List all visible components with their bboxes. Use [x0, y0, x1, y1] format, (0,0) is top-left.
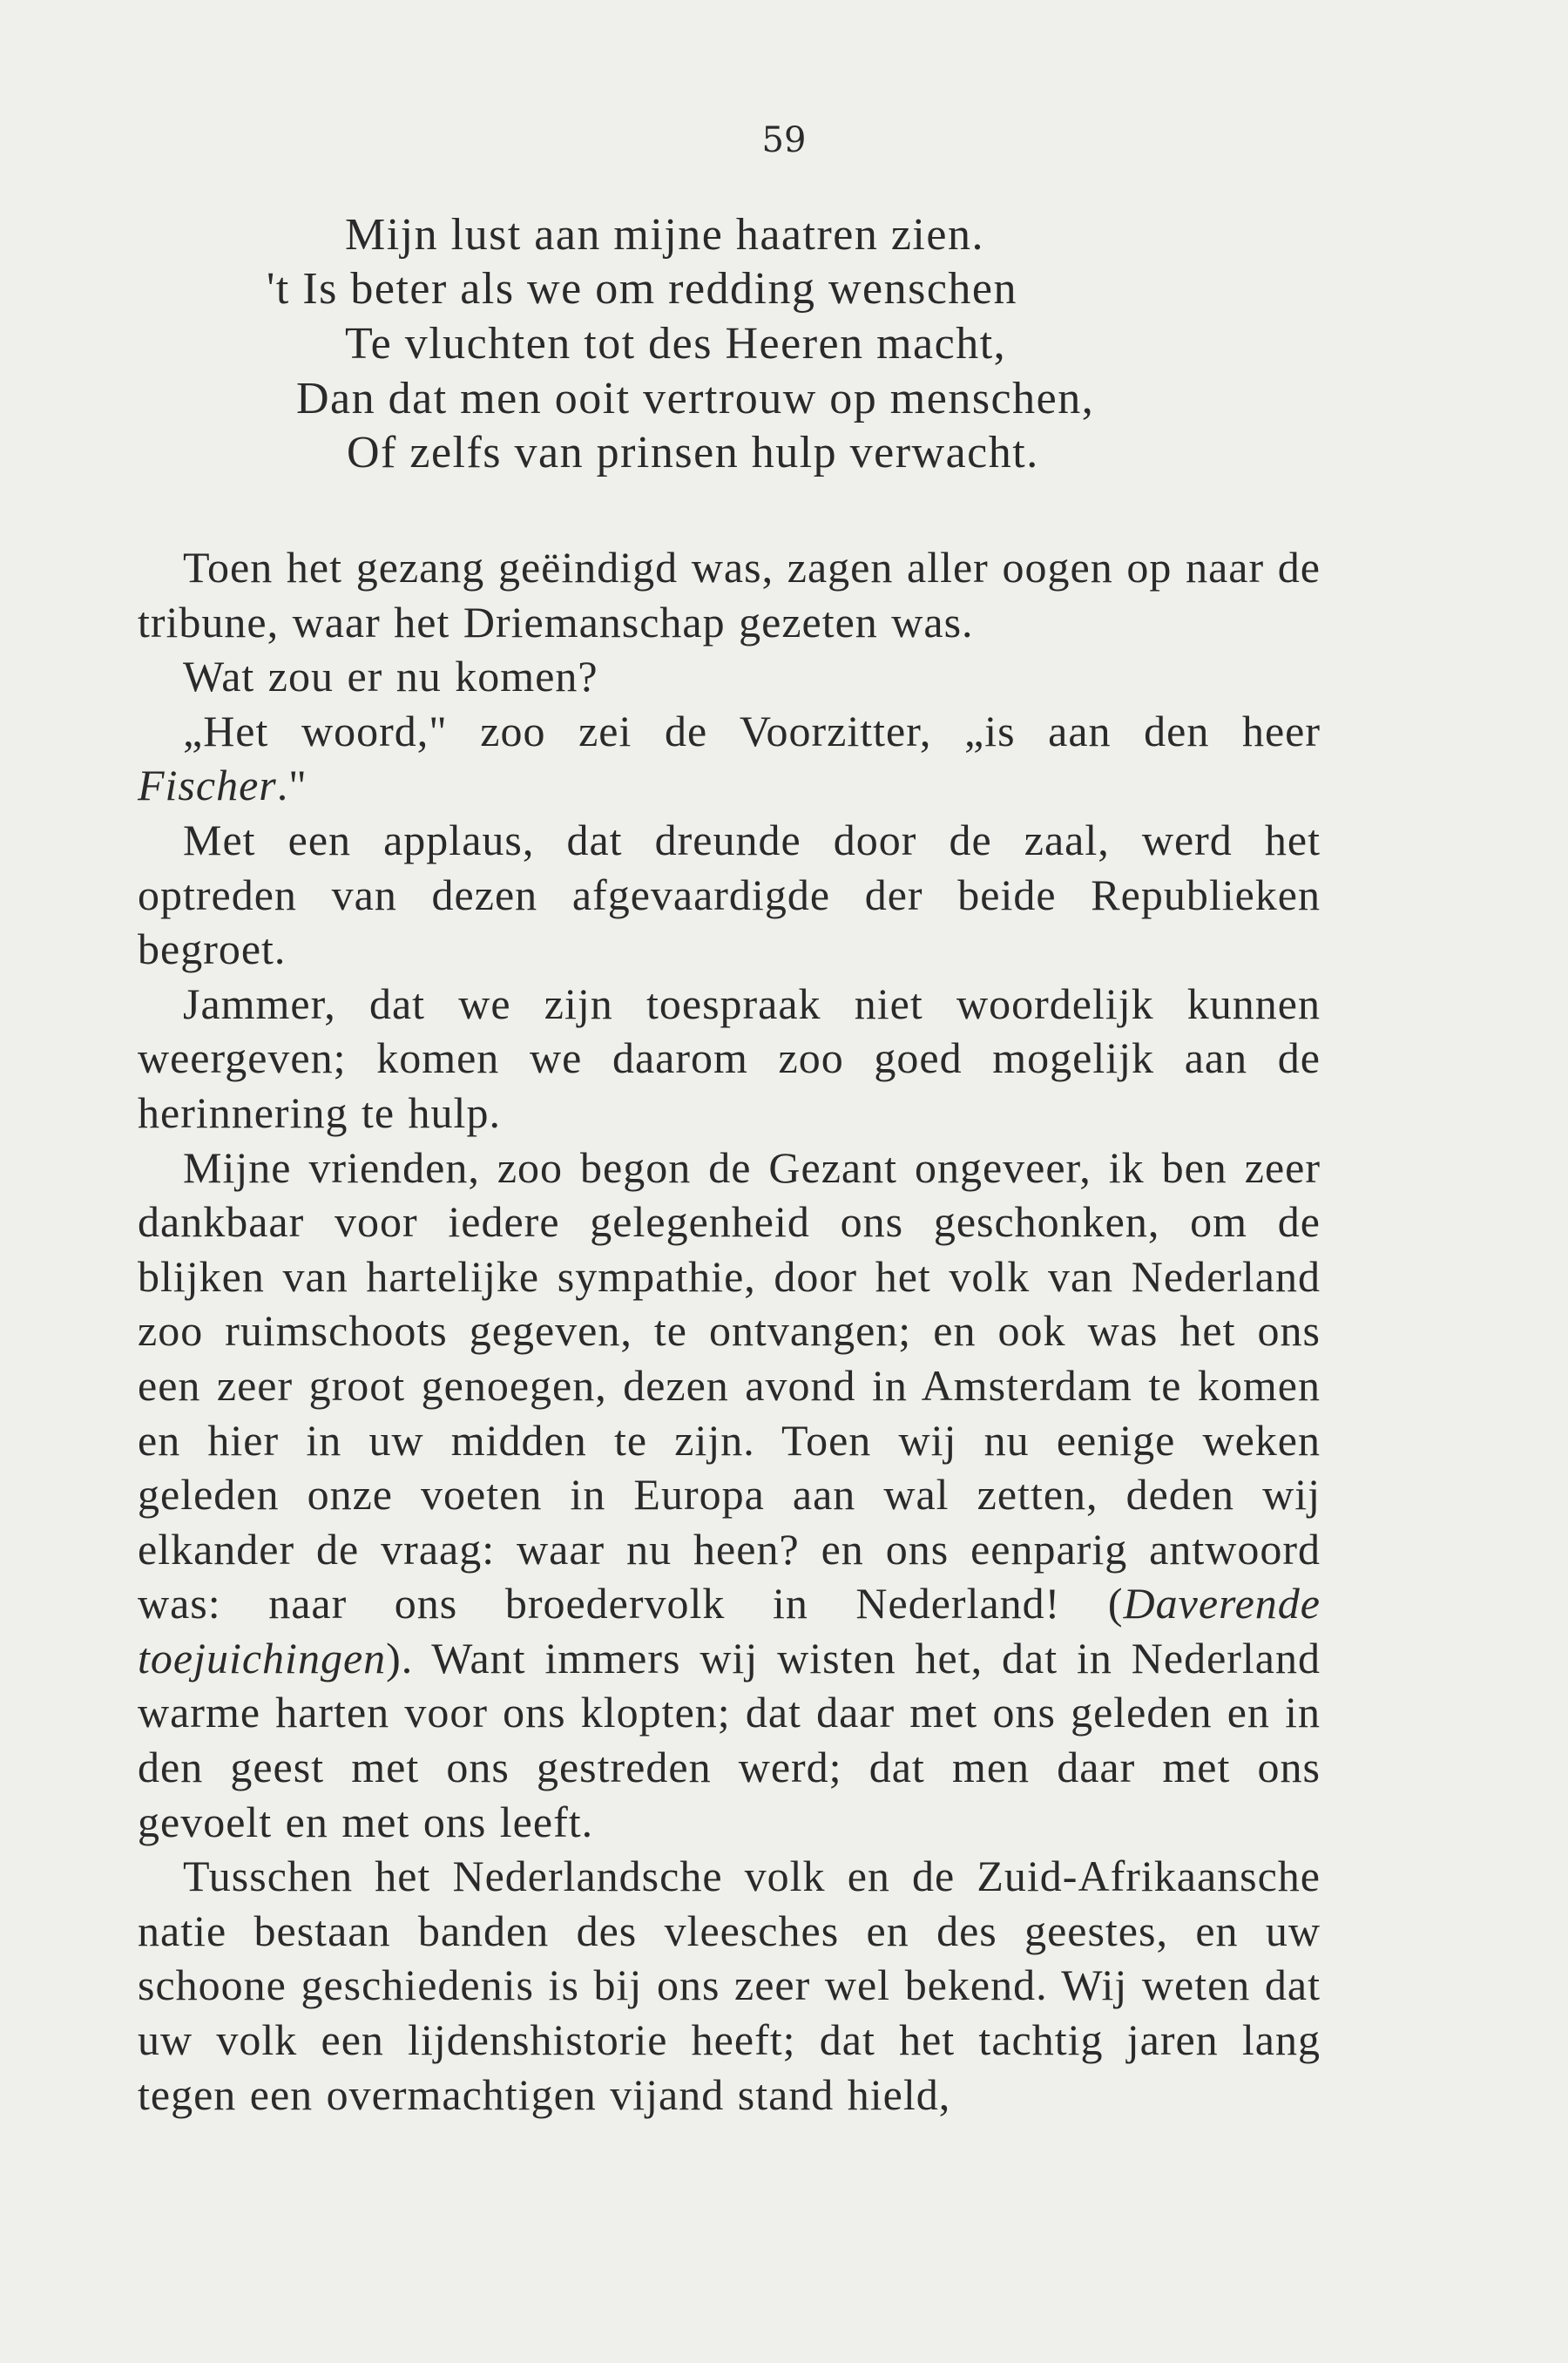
paragraph-text: „Het woord," zoo zei de Voorzitter, „is aan den heer: [183, 706, 1321, 755]
paragraph: Tusschen het Nederlandsche volk en de Zuid-Afrikaansche natie bestaan banden des vleesches en des geestes, en uw schoone geschiedenis is bij ons zeer wel bekend. Wij weten dat uw volk een lijdenshistorie heeft; dat het tachtig jaren lang tegen een overmachtigen vijand stand hield,: [138, 1852, 1321, 2119]
paragraph: [138, 704, 1321, 813]
paragraph: Met een applaus, dat dreunde door de zaal, werd het optreden van dezen afgevaardigde der beide Republieken begroet.: [138, 815, 1321, 974]
prose-body: [138, 540, 1321, 2122]
paragraph: Wat zou er nu komen?: [183, 652, 598, 701]
italic-name: Fischer: [138, 761, 277, 810]
poem-line: Te vluchten tot des Heeren macht,: [345, 319, 1007, 369]
paragraph-text: ). Want immers wij wisten het, dat in Nederland warme harten voor ons klopten; dat daar met ons geleden en in den geest met ons gestreden werd; dat men daar met ons gevoelt en met ons leeft.: [138, 1633, 1321, 1846]
poem-line: 't Is beter als we om redding wenschen: [267, 264, 1018, 314]
paragraph: Toen het gezang geëindigd was, zagen aller oogen op naar de tribune, waar het Driemanschap gezeten was.: [138, 543, 1321, 647]
poem-line: Dan dat men ooit vertrouw op menschen,: [296, 374, 1095, 423]
paragraph-text: .": [276, 761, 308, 810]
poem-line: Mijn lust aan mijne haatren zien.: [345, 210, 984, 260]
italic-stage-direction: Daverende toejuichingen: [138, 1579, 1321, 1683]
paragraph: [138, 1141, 1321, 1850]
page-number: 59: [761, 120, 807, 160]
paragraph-text: Mijne vrienden, zoo begon de Gezant ongeveer, ik ben zeer dankbaar voor iedere gelegenheid ons geschonken, om de blijken van hartelijke sympathie, door het volk van Nederland zoo ruimschoots gegeven, te ontvangen; en ook was het ons een zeer groot genoegen, dezen avond in Amsterdam te komen en hier in uw midden te zijn. Toen wij nu eenige weken geleden onze voeten in Europa aan wal zetten, deden wij elkander de vraag: waar nu heen? en ons eenparig antwoord was: naar ons broedervolk in Nederland! (: [138, 1142, 1321, 1628]
paragraph: Jammer, dat we zijn toespraak niet woordelijk kunnen weergeven; komen we daarom zoo goed mogelijk aan de herinnering te hulp.: [138, 978, 1321, 1137]
poem-line: Of zelfs van prinsen hulp verwacht.: [347, 428, 1039, 477]
